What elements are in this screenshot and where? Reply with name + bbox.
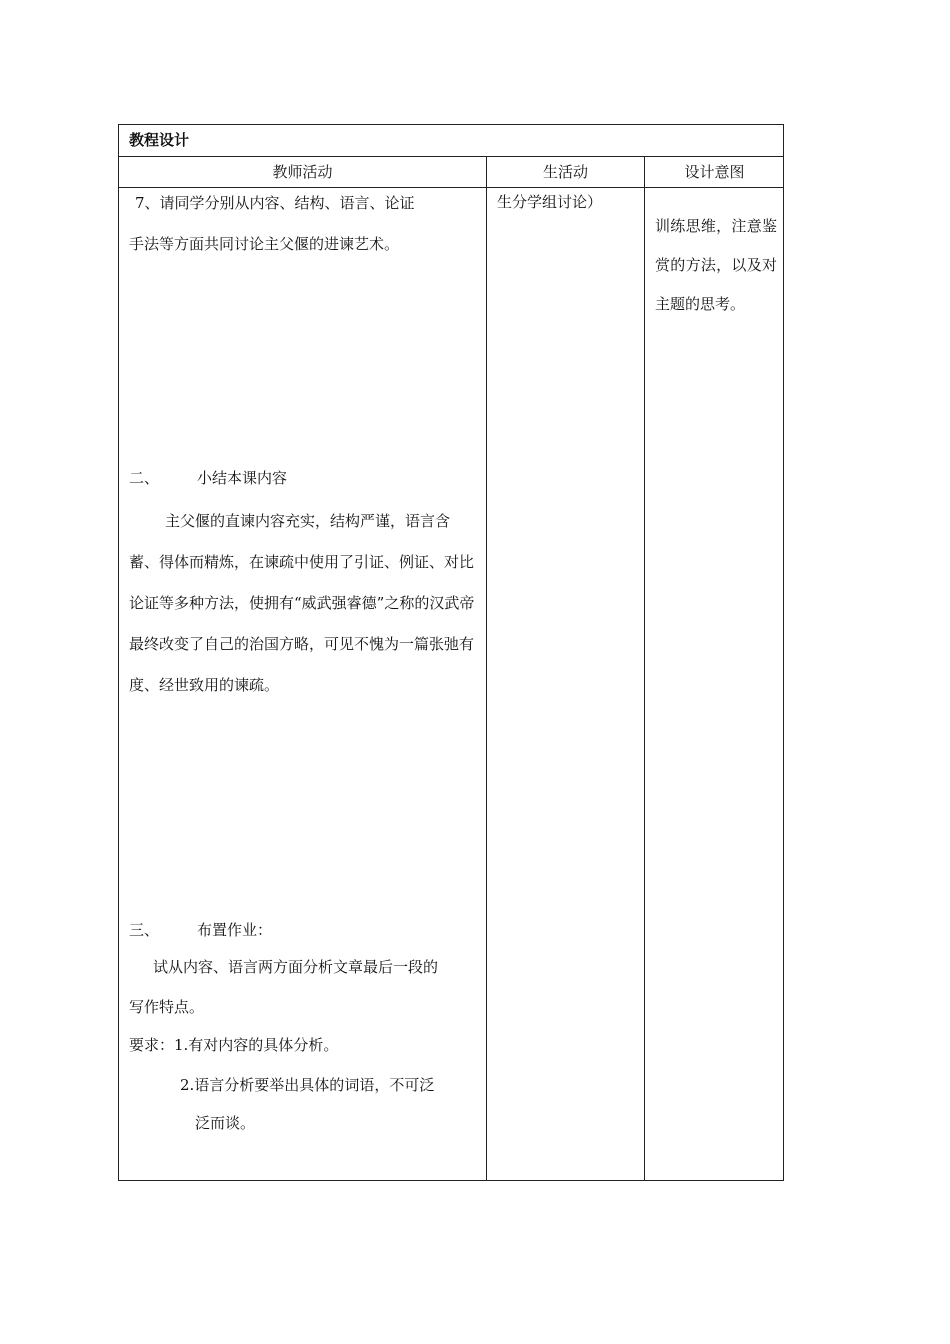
section2-summary: 主父偃的直谏内容充实，结构严谨，语言含蓄、得体而精炼，在谏疏中使用了引证、例证、对比论证等多种方法，使拥有“威武强睿德”之称的汉武帝最终改变了自己的治国方略，可见不愧为一篇张弛有度、经世致用的谏疏。 [129, 512, 475, 694]
header-teacher-activity: 教师活动 [272, 163, 333, 181]
design-intent-text: 训练思维，注意鉴赏的方法，以及对主题的思考。 [655, 217, 777, 313]
item7-line1: 7、请同学分别从内容、结构、语言、论证 [135, 194, 415, 212]
lesson-design-table [118, 124, 784, 1181]
column-divider-2 [644, 156, 645, 1180]
section2-title: 小结本课内容 [197, 469, 288, 487]
section2-number: 二、 [129, 469, 160, 487]
column-divider-1 [486, 156, 487, 1180]
requirement-line3: 泛而谈。 [195, 1114, 256, 1132]
section3-title: 布置作业： [197, 921, 273, 939]
header-design-intent: 设计意图 [684, 163, 745, 181]
homework-line1: 试从内容、语言两方面分析文章最后一段的 [153, 958, 439, 976]
table-title: 教程设计 [129, 131, 190, 149]
header-divider [119, 187, 783, 188]
homework-line2: 写作特点。 [129, 998, 205, 1016]
student-activity-text: 生分学组讨论） [497, 193, 603, 211]
header-student-activity: 生活动 [542, 163, 588, 181]
requirement-line2: 2.语言分析要举出具体的词语，不可泛 [180, 1076, 435, 1094]
section3-number: 三、 [129, 921, 160, 939]
requirement-line1: 要求：1.有对内容的具体分析。 [129, 1036, 339, 1054]
title-divider [119, 156, 783, 157]
item7-line2: 手法等方面共同讨论主父偃的进谏艺术。 [129, 235, 400, 253]
